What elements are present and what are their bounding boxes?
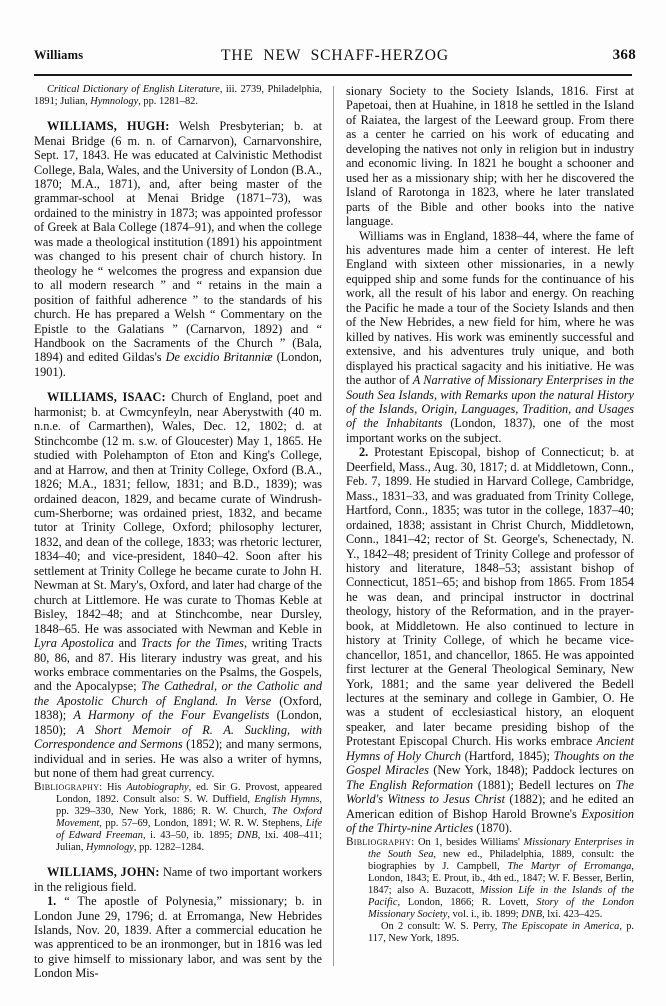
biblio-text: , pp. 57–69, London, 1891; W. R. W. Stephens, — [99, 817, 306, 829]
entry-body: (1852); and many sermons, individual and in series. He was also a writer of hymns, but none of them had great currency. — [34, 737, 322, 781]
biblio-text: , London, 1866; R. Lovett, — [397, 897, 537, 909]
biblio-title: Mission Life in the Islands of the Pacific — [368, 884, 635, 909]
biblio-title: Life of Edward Freeman — [56, 817, 322, 841]
list-number: 1. — [47, 894, 57, 909]
bibliography-john — [346, 836, 634, 922]
biblio-text: : His — [99, 781, 127, 793]
work-title: A Short Memoir of R. A. Suckling, with Correspondence and Sermons — [34, 722, 322, 752]
biblio-text: , lxi. 423–425. — [542, 909, 603, 921]
entry-body: and — [113, 636, 142, 651]
work-title: The Cathedral, or the Catholic and the Apostolic Church of England. In Verse — [34, 679, 322, 708]
biblio-text: : On 1, besides Williams' — [411, 836, 524, 848]
entry-headword: WILLIAMS, HUGH: — [47, 119, 170, 134]
biblio-title: The Oxford Movement — [56, 805, 322, 829]
entry-body: (London, 1850); — [34, 708, 322, 737]
work-title: De excidio Britanniæ — [165, 350, 273, 365]
entry-body: (New York, 1848); Paddock lectures on — [428, 763, 634, 778]
body-columns — [34, 84, 634, 996]
running-head-title: THE NEW SCHAFF-HERZOG — [221, 47, 449, 64]
biblio-title: DNB — [236, 829, 258, 841]
biblio-title: Story of the London Missionary Society — [368, 897, 634, 921]
right-column — [346, 84, 634, 996]
running-head — [34, 48, 636, 70]
entry-body: Church of England, poet and harmonist; b. at Cwmcynfeyln, near Aberystwith (40 m. n.n.e. of Carmarthen), Wales, Dec. 12, 1802; d. at Stinchcombe (12 m. s.w. of Gloucester) May 1, 1865. He studied with Polehampton of Eton and King's College, and at Harrow, and then at Trinity College, Oxford (B.A., 1826; M.A., 1831; fellow, 1831; and B.D., 1839); was ordained deacon, 1829, and became curate of Windrush-cum-Sherborne; was ordained priest, 1832, and became tutor at Trinity College, Oxford; philosophy lecturer, 1832, and dean of the college, 1833; was rhetoric lecturer, 1834–40; and vice-president, 1840–42. Soon after his settlement at Trinity College he became curate to John H. Newman at St. Mary's, Oxford, and later had charge of the church at Littlemore. He was curate to Thomas Keble at Bisley, 1842–48; and at Stinchcombe, near Dursley, 1848–65. He was associated with Newman and Keble in — [34, 390, 322, 636]
biblio-title: The Martyr of Erromanga — [507, 860, 632, 872]
entry-body: “ The apostle of Polynesia,” missionary; b. in London June 29, 1796; d. at Erromanga, New Hebrides Islands, Nov. 20, 1839. After a commercial education he was apprenticed to be an ironmonger, but in 1816 was led to give himself to missionary labor, and was sent by the London Mis- — [34, 894, 322, 981]
entry-body: , writing Tracts 80, 86, and 87. His literary industry was great, and his works embrace commentaries on the Psalms, the Gospels, and the Apocalypse; — [34, 636, 322, 694]
entry-williams-isaac — [34, 390, 322, 780]
entry-body: Welsh Presbyterian; b. at Menai Bridge (6 m. n. of Carnarvon), Carnarvonshire, Sept. 17, 1843. He was educated at Calvinistic Methodist College, Bala, Wales, and the University of London (B.A., 1870; M.A., 1871), and, after being master of the grammar-school at Menai Bridge (1871–73), was ordained to the ministry in 1873; was appointed professor of Greek at Bala College (1874–91), and when the college was made a theological institution (1891) his appointment was changed to his present chair of church history. In theology he “ welcomes the progress and expansion due to all modern research ” and “ retains in the main a position of faithful adherence ” to the standards of his church. He has prepared a Welsh “ Commentary on the Epistle to the Galatians ” (Carnarvon, 1892) and “ Handbook on the Sacraments of the Church ” (Bala, 1894) and edited Gildas's — [34, 119, 322, 365]
entry-williams-john — [34, 865, 322, 894]
biblio-title: Hymnology — [86, 842, 134, 854]
work-title: The World's Witness to Jesus Christ — [346, 777, 635, 807]
biblio-title: English Hymns — [254, 793, 320, 805]
work-title: Thoughts on the Gospel Miracles — [346, 748, 634, 778]
left-column — [34, 84, 322, 996]
biblio-title: Missionary Enterprises in the South Sea — [368, 836, 634, 860]
bibliography-continued-top — [34, 84, 322, 108]
entry-john-item-1-paragraph-2 — [346, 229, 634, 446]
entry-body: Protestant Episcopal, bishop of Connecticut; b. at Deerfield, Mass., Aug. 30, 1817; d. at Middletown, Conn., Feb. 7, 1899. He studied in Harvard College, Cambridge, Mass., 1831–33, and was graduated from Trinity College, Hartford, Conn., 1835; was tutor in the college, 1837–40; ordained, 1838; assistant in Christ Church, Middletown, Conn., 1841–42; rector of St. George's, Schenectady, N. Y., 1842–48; president of Trinity College and professor of history and literature, 1848–53; assistant bishop of Connecticut, 1851–65; and bishop from 1865. From 1854 he was dean, and principal instructor in doctrinal theology, history of the Reformation, and in the prayer-book, at Middletown. He also continued to lecture in history at Trinity College, of which he became vice-chancellor, 1851, and chancellor, 1865. He was appointed first lecturer at the General Theological Seminary, New York, 1881; and the same year delivered the Bedell lectures at the seminary and college in Gambier, O. He was a student of ecclesiastical history, an eloquent speaker, and later became presiding bishop of the Protestant Episcopal Church. His works embrace — [346, 445, 634, 749]
biblio-text: , lxi. 408–411; Julian, — [56, 829, 323, 854]
biblio-title: Critical Dictionary of English Literature — [47, 84, 220, 95]
entry-headword: WILLIAMS, ISAAC: — [47, 390, 166, 405]
page-number: 368 — [612, 47, 636, 63]
list-number: 2. — [359, 445, 369, 460]
entry-body: (1881); Bedell lectures on — [473, 777, 616, 792]
work-title: A Narrative of Missionary Enterprises in the South Sea Islands, with Remarks upon the natural History of the Islands, Origin, Languages, Tradition, and Usages of the Inhabitants — [346, 373, 634, 431]
entry-body: (London, 1901). — [34, 350, 322, 379]
biblio-text: , p. 117, New York, 1895. — [368, 921, 634, 945]
biblio-text: , pp. 1281–82. — [138, 96, 198, 108]
bibliography-john-part-2 — [346, 921, 634, 945]
column-divider — [333, 86, 334, 966]
entry-body: (London, 1837), one of the most important works on the subject. — [346, 416, 634, 445]
entry-headword: WILLIAMS, JOHN: — [47, 865, 160, 880]
entry-body: (1882); and he edited an American edition of Bishop Harold Browne's — [346, 792, 634, 821]
running-head-left: Williams — [34, 48, 84, 62]
biblio-text: , i. 43–50, ib. 1895; — [142, 829, 237, 841]
biblio-text: On 2 consult: W. S. Perry, — [381, 921, 502, 933]
biblio-text: , pp. 1282–1284. — [133, 842, 205, 854]
bibliography-label: Bibliography — [34, 780, 100, 793]
entry-john-item-2 — [346, 445, 634, 835]
entry-williams-hugh — [34, 119, 322, 379]
header-rule — [34, 74, 632, 76]
biblio-title: The Episcopate in America — [501, 921, 620, 933]
biblio-text: , London, 1843; E. Prout, ib., 4th ed., 1847; W. F. Besser, Berlin, 1847; also A. Buzacott, — [368, 860, 634, 896]
work-title: Tracts for the Times — [141, 636, 244, 651]
entry-john-item-1-continued — [346, 84, 634, 229]
entry-body: (Oxford, 1838); — [34, 693, 322, 723]
entry-john-item-1 — [34, 894, 322, 981]
biblio-text: , pp. 329–330, New York, 1886; R. W. Church, — [56, 793, 322, 817]
biblio-text: , ed. Sir G. Provost, appeared London, 1892. Consult also: S. W. Duffield, — [56, 781, 322, 805]
work-title: Ancient Hymns of Holy Church — [346, 734, 634, 763]
entry-body: (1870). — [473, 821, 513, 836]
entry-body: Williams was in England, 1838–44, where the fame of his adventures made him a center of interest. He left England with sixteen other missionaries, in a newly equipped ship and some funds for the continuance of his work, all the result of his labor and energy. On reaching the Pacific he made a tour of the Society Islands and then of the New Hebrides, a new field for him, where he was killed by natives. His work was eminently successful and extensive, and his adventures truly unique, and both displayed his practical sagacity and his initiative. He was the author of — [346, 228, 634, 388]
entry-body: sionary Society to the Society Islands, 1816. First at Papetoai, then at Huahine, in 1818 he settled in the Island of Raiatea, the largest of the Leeward group. From there as a center he carried on his work of educating and developing the natives not only in religion but in industry and economic living. In 1821 he bought a schooner and used her as a missionary ship; with her he discovered the Island of Rarotonga in 1823, where he later translated parts of the Bible and other books into the native language. — [346, 84, 634, 229]
entry-body: (Hartford, 1845); — [461, 748, 554, 763]
work-title: A Harmony of the Four Evangelists — [73, 708, 270, 723]
work-title: Exposition of the Thirty-nine Articles — [346, 806, 634, 836]
biblio-title: Hymnology — [90, 96, 139, 108]
biblio-text: , new ed., Philadelphia, 1889, consult: the biographies by J. Campbell, — [368, 848, 635, 872]
work-title: The English Reformation — [346, 777, 473, 792]
work-title: Lyra Apostolica — [34, 636, 114, 651]
biblio-title: DNB — [521, 909, 543, 921]
entry-body: Name of two important workers in the religious field. — [34, 865, 322, 894]
biblio-text: , iii. 2739, Philadelphia, 1891; Julian, — [34, 84, 322, 108]
bibliography-label: Bibliography — [346, 835, 412, 848]
biblio-text: , vol. i., ib. 1899; — [447, 909, 522, 921]
biblio-title: Autobiography — [126, 781, 189, 793]
bibliography-isaac — [34, 781, 322, 855]
